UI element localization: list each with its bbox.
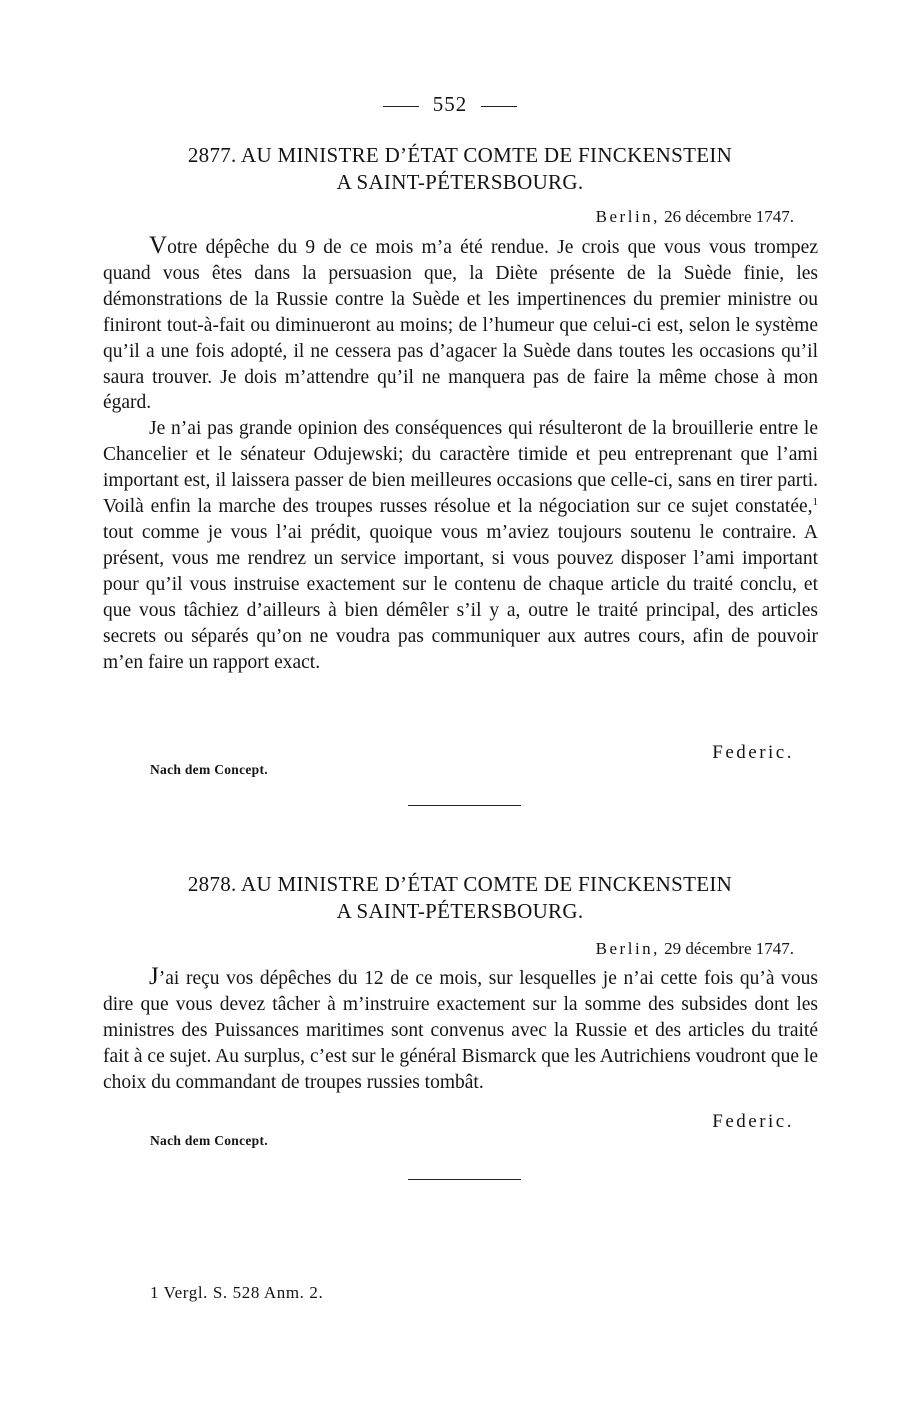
page-number-value: 552 <box>432 92 468 116</box>
letter-2878-body <box>103 963 818 1096</box>
letter-2878-paragraph-1 <box>103 963 818 1096</box>
footnote <box>150 1283 323 1303</box>
footnote-text: Vergl. S. 528 Anm. 2. <box>163 1283 324 1302</box>
letter-2877-paragraph-2-before: Je n’ai pas grande opinion des conséquences qui résulteront de la brouillerie entre le Chancelier et le sénateur Odujewski; du caractère timide et peu entreprenant que l’ami important est, il laissera passer de bien meilleures occasions que celle-ci, sans en tirer parti. Voilà enfin la marche des troupes russes résolue et la négociation sur ce sujet constatée, <box>103 418 818 518</box>
footnote-reference: 1 <box>812 496 818 509</box>
letter-2877-date-place: Berlin, <box>595 207 660 226</box>
letter-2877-heading <box>100 142 820 196</box>
letter-2878-paragraph-1-text: ’ai reçu vos dépêches du 12 de ce mois, sur lesquelles je n’ai cette fois qu’à vous dire que vous devez tâcher à m’instruire exactement sur la somme des subsides dont les ministres des Puissances maritimes sont convenus avec la Russie et des articles du traité fait à ce sujet. Au surplus, c’est sur le général Bismarck que les Autrichiens voudront que le choix du commandant de troupes russies tombât. <box>103 968 818 1093</box>
letter-2877-paragraph-1 <box>103 232 818 416</box>
page-number <box>0 92 900 117</box>
letter-2878-date-rest: 29 décembre 1747. <box>664 939 794 958</box>
letter-2878-initial: J <box>149 963 159 990</box>
letter-2877-paragraph-2 <box>103 416 818 675</box>
letter-2878-date-place: Berlin, <box>595 939 660 958</box>
section-separator <box>408 805 521 806</box>
letter-2878-heading-line1: 2878. AU MINISTRE D’ÉTAT COMTE DE FINCKENSTEIN <box>187 872 733 896</box>
section-separator-bottom <box>408 1179 521 1180</box>
letter-2878-heading-line2: A SAINT-PÉTERSBOURG. <box>336 899 584 923</box>
letter-2878-heading <box>100 871 820 925</box>
letter-2877-body <box>103 232 818 675</box>
letter-2878-signature: Federic. <box>712 1111 794 1132</box>
letter-2877-paragraph-1-text: otre dépêche du 9 de ce mois m’a été rendue. Je crois que vous vous trompez quand vous êtes dans la persuasion que, la Diète présente de la Suède finie, les démonstrations de la Russie contre la Suède et les impertinences du premier ministre ou finiront tout-à-fait ou diminueront au moins; de l’humeur que celui-ci est, selon le système qu’il a une fois adopté, il ne cessera pas d’agacer la Suède dans toutes les occasions qu’il saura trouver. Je dois m’attendre qu’il ne manquera pas de faire la même chose à mon égard. <box>103 237 818 414</box>
letter-2877-source-note: Nach dem Concept. <box>150 762 268 777</box>
letter-2877-heading-line1: 2877. AU MINISTRE D’ÉTAT COMTE DE FINCKENSTEIN <box>187 143 733 167</box>
letter-2878-source-note: Nach dem Concept. <box>150 1133 268 1148</box>
letter-2877-dateline <box>596 207 794 227</box>
footnote-mark: 1 <box>150 1283 160 1302</box>
letter-2877-date-rest: 26 décembre 1747. <box>664 207 794 226</box>
letter-2877-heading-line2: A SAINT-PÉTERSBOURG. <box>336 170 584 194</box>
letter-2877-initial: V <box>149 232 168 259</box>
page-number-dash-left <box>383 106 419 107</box>
letter-2878-dateline <box>596 939 794 959</box>
letter-2877-paragraph-2-after: tout comme je vous l’ai prédit, quoique vous m’aviez toujours soutenu le contraire. A présent, vous me rendrez un service important, si vous pouvez disposer l’ami important pour qu’il vous instruise exactement sur le contenu de chaque article du traité conclu, et que vous tâchiez d’ailleurs à bien démêler s’il y a, outre le traité principal, des articles secrets ou séparés qu’on ne voudra pas communiquer aux autres cours, afin de pouvoir m’en faire un rapport exact. <box>103 521 818 673</box>
page-number-dash-right <box>481 106 517 107</box>
letter-2877-signature: Federic. <box>712 742 794 763</box>
